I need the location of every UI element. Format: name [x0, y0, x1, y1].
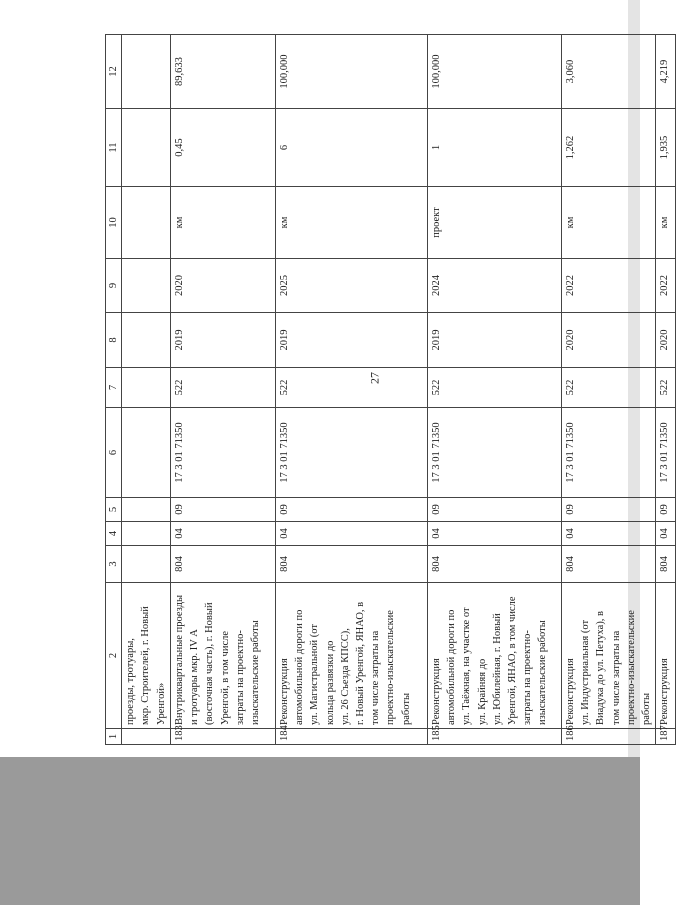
object-name-cell: Реконструкция ул. Индустриальная (от Виадука до ул. Петуха), в том числе затраты на проектно-изыскательские работы	[561, 583, 655, 729]
value-cell: 3,060	[561, 35, 655, 109]
value-cell: 522	[275, 368, 427, 408]
row-number-cell	[122, 729, 171, 745]
value-cell: км	[561, 187, 655, 259]
value-cell: 2019	[170, 313, 275, 368]
header-cell: 7	[106, 368, 122, 408]
value-cell	[122, 368, 171, 408]
table-row	[275, 35, 427, 745]
header-cell: 10	[106, 187, 122, 259]
value-cell: 522	[427, 368, 561, 408]
value-cell: 4,219	[656, 35, 676, 109]
value-cell: 2022	[656, 259, 676, 313]
value-cell	[122, 35, 171, 109]
value-cell: 2024	[427, 259, 561, 313]
value-cell: 09	[561, 498, 655, 522]
value-cell: 804	[275, 546, 427, 583]
value-cell	[122, 498, 171, 522]
value-cell: км	[170, 187, 275, 259]
value-cell: 804	[170, 546, 275, 583]
table-row	[122, 35, 171, 745]
row-number-cell: 183	[170, 729, 275, 745]
value-cell: 522	[561, 368, 655, 408]
objects-table	[105, 34, 676, 745]
header-cell: 11	[106, 109, 122, 187]
value-cell	[122, 259, 171, 313]
value-cell: 04	[561, 522, 655, 546]
value-cell: 09	[275, 498, 427, 522]
header-cell: 3	[106, 546, 122, 583]
value-cell: 17 3 01 71350	[656, 408, 676, 498]
table-row	[170, 35, 275, 745]
value-cell: 09	[170, 498, 275, 522]
value-cell: 2022	[561, 259, 655, 313]
value-cell	[122, 313, 171, 368]
value-cell: 1,262	[561, 109, 655, 187]
row-number-cell: 186	[561, 729, 655, 745]
value-cell: 1,935	[656, 109, 676, 187]
value-cell	[122, 522, 171, 546]
table-row	[561, 35, 655, 745]
value-cell: 2020	[656, 313, 676, 368]
value-cell: 100,000	[427, 35, 561, 109]
value-cell: 2025	[275, 259, 427, 313]
header-row	[106, 35, 122, 745]
value-cell: 1	[427, 109, 561, 187]
row-number-cell: 187	[656, 729, 676, 745]
value-cell: проект	[427, 187, 561, 259]
value-cell: 17 3 01 71350	[561, 408, 655, 498]
value-cell: км	[275, 187, 427, 259]
value-cell	[122, 546, 171, 583]
header-cell: 9	[106, 259, 122, 313]
value-cell: 522	[656, 368, 676, 408]
table-row	[656, 35, 676, 745]
value-cell: 2020	[170, 259, 275, 313]
value-cell: 804	[656, 546, 676, 583]
value-cell: 522	[170, 368, 275, 408]
budget-table	[105, 35, 671, 745]
row-number-cell: 185	[427, 729, 561, 745]
header-cell: 5	[106, 498, 122, 522]
value-cell: 804	[561, 546, 655, 583]
object-name-cell: Реконструкция автомобильной дороги по ул. Магистральной (от кольца развязки до ул. 26 Съезда КПСС), г. Новый Уренгой, ЯНАО, в том числе затраты на проектно-изыскательские работы	[275, 583, 427, 729]
value-cell	[122, 187, 171, 259]
value-cell	[122, 109, 171, 187]
header-cell: 2	[106, 583, 122, 729]
value-cell: 04	[656, 522, 676, 546]
header-cell: 12	[106, 35, 122, 109]
object-name-cell: Реконструкция	[656, 583, 676, 729]
value-cell: 17 3 01 71350	[170, 408, 275, 498]
object-name-cell: Внутриквартальные проезды и тротуары мкр. IV А (восточная часть), г. Новый Уренгой, в том числе затраты на проектно- изыскательские работы	[170, 583, 275, 729]
header-cell: 4	[106, 522, 122, 546]
value-cell: 17 3 01 71350	[275, 408, 427, 498]
value-cell: 09	[427, 498, 561, 522]
object-name-cell: Реконструкция автомобильной дороги по ул. Таёжная, на участке от ул. Крайняя до ул. Юбилейная, г. Новый Уренгой, ЯНАО, в том числе затраты на проектно- изыскательские работы	[427, 583, 561, 729]
value-cell: 04	[427, 522, 561, 546]
value-cell: 100,000	[275, 35, 427, 109]
header-cell: 6	[106, 408, 122, 498]
value-cell: 6	[275, 109, 427, 187]
row-number-cell: 184	[275, 729, 427, 745]
value-cell: 17 3 01 71350	[427, 408, 561, 498]
value-cell: 0,45	[170, 109, 275, 187]
value-cell: 89,633	[170, 35, 275, 109]
value-cell: 804	[427, 546, 561, 583]
table-row	[427, 35, 561, 745]
value-cell: 09	[656, 498, 676, 522]
page-number: 27	[367, 372, 382, 384]
value-cell: 04	[275, 522, 427, 546]
value-cell: 04	[170, 522, 275, 546]
value-cell	[122, 408, 171, 498]
value-cell: 2019	[275, 313, 427, 368]
object-name-cell: проезды, тротуары, мкр. Строителей, г. Новый Уренгой»	[122, 583, 171, 729]
value-cell: 2019	[427, 313, 561, 368]
value-cell: 2020	[561, 313, 655, 368]
value-cell: км	[656, 187, 676, 259]
scan-border	[0, 757, 640, 905]
header-cell: 8	[106, 313, 122, 368]
header-cell: 1	[106, 729, 122, 745]
